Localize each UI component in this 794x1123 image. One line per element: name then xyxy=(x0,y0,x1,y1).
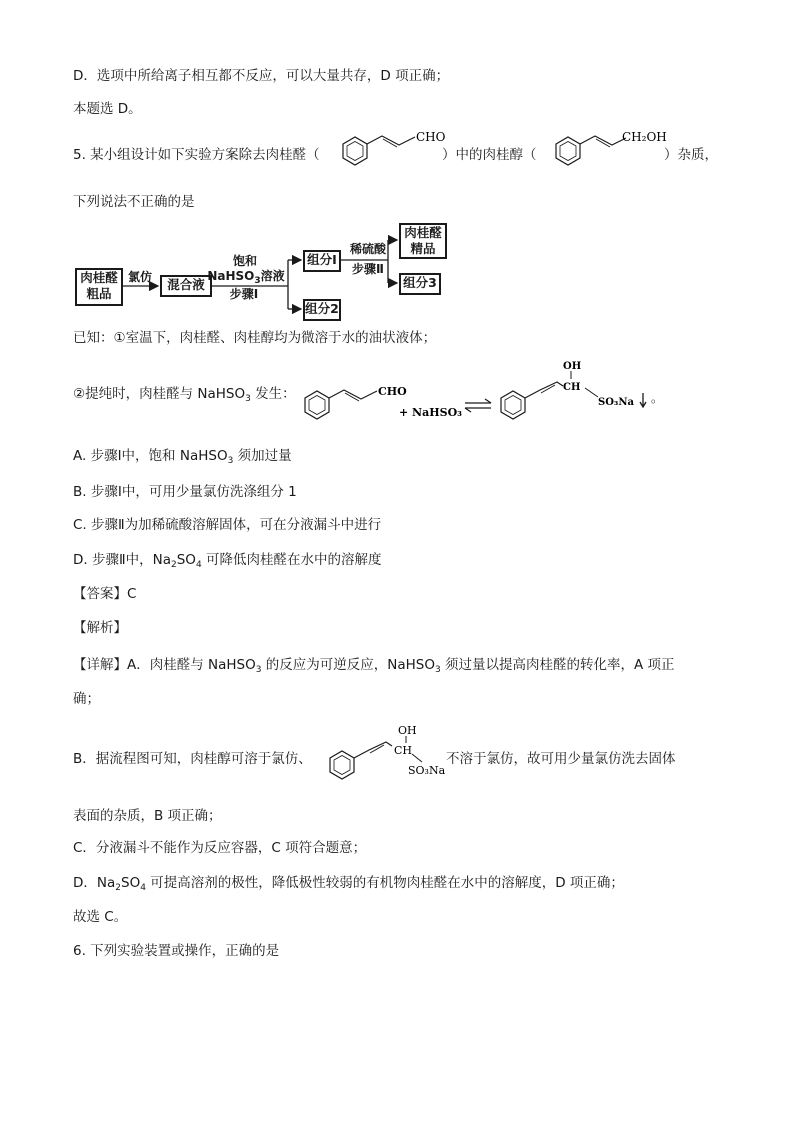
prev-answer: 本题选 D。 xyxy=(73,101,142,117)
reaction-oh-label: OH xyxy=(563,361,582,372)
question-5-mid: ）中的肉桂醇（ xyxy=(442,147,537,163)
detail-a-line2: 确； xyxy=(73,691,100,707)
sulfonate-adduct-structure xyxy=(322,718,446,788)
question-5-suffix: ）杂质， xyxy=(664,147,718,163)
known-2: ②提纯时，肉桂醛与 NaHSO$_3$ 发生： xyxy=(73,386,296,404)
option-d: D. 步骤Ⅱ中，$Na_2SO_4$ 可降低肉桂醛在水中的溶解度 xyxy=(73,552,382,570)
cho-label: CHO xyxy=(416,130,446,144)
detail-a-line1: 【详解】A．肉桂醛与 NaHSO$_3$ 的反应为可逆反应，NaHSO$_3$ 须过量以提高肉桂醛的转化率，A 项正 xyxy=(73,657,675,675)
option-c: C. 步骤Ⅱ为加稀硫酸溶解固体，可在分液漏斗中进行 xyxy=(73,517,382,533)
component-2-box: 组分2 xyxy=(303,299,341,321)
step-2-label: 步骤Ⅱ xyxy=(352,262,384,276)
question-5-line1: 5. 某小组设计如下实验方案除去肉桂醛（ xyxy=(73,147,320,163)
analysis-heading: 【解析】 xyxy=(73,620,127,636)
detail-b-line2: 表面的杂质，B 项正确； xyxy=(73,808,222,824)
reagent-1-label: 饱和 xyxy=(232,254,257,268)
flow-arrows xyxy=(0,0,794,340)
component-3-box: 组分3 xyxy=(399,273,441,295)
answer-line: 【答案】C xyxy=(73,586,137,602)
pure-product-box: 肉桂醛精品 xyxy=(399,223,447,259)
detail-oh-label: OH xyxy=(398,724,417,737)
option-a: A. 步骤Ⅰ中，饱和 NaHSO$_3$ 须加过量 xyxy=(73,448,292,466)
question-5-line2: 下列说法不正确的是 xyxy=(73,194,195,210)
reaction-so3na-label: SO₃Na xyxy=(598,397,634,408)
step-1-label: 步骤Ⅰ xyxy=(229,287,259,301)
mixture-box: 混合液 xyxy=(160,275,212,297)
component-1-box: 组分Ⅰ xyxy=(303,250,341,272)
detail-so3na-label: SO₃Na xyxy=(408,764,446,777)
acid-label: 稀硫酸 xyxy=(349,242,386,256)
final-choice: 故选 C。 xyxy=(73,909,128,925)
reagent-2-label: NaHSO$_3$溶液 xyxy=(207,269,285,286)
known-1: 已知：①室温下，肉桂醛、肉桂醇均为微溶于水的油状液体； xyxy=(73,330,437,346)
option-b: B. 步骤Ⅰ中，可用少量氯仿洗涤组分 1 xyxy=(73,484,297,500)
crude-box: 肉桂醛粗品 xyxy=(75,268,123,306)
reaction-period: 。 xyxy=(651,391,664,405)
chloroform-label: 氯仿 xyxy=(127,270,152,284)
detail-b-line1-cont: 不溶于氯仿，故可用少量氯仿洗去固体 xyxy=(446,751,676,767)
ch2oh-label: CH₂OH xyxy=(622,130,667,144)
detail-b-line1: B．据流程图可知，肉桂醇可溶于氯仿、 xyxy=(73,751,312,767)
reaction-reagent-label: + NaHSO₃ xyxy=(399,406,462,419)
detail-ch-label: CH xyxy=(394,744,413,757)
reaction-equation xyxy=(295,360,665,430)
reaction-cho-label: CHO xyxy=(378,385,407,398)
reaction-ch-label: CH xyxy=(563,382,581,393)
detail-d: D．$Na_2SO_4$ 可提高溶剂的极性，降低极性较弱的有机物肉桂醛在水中的溶解度，D 项正确； xyxy=(73,875,624,893)
question-6: 6. 下列实验装置或操作，正确的是 xyxy=(73,943,280,959)
detail-c: C．分液漏斗不能作为反应容器，C 项符合题意； xyxy=(73,840,367,856)
prev-option-d: D．选项中所给离子相互都不反应，可以大量共存，D 项正确； xyxy=(73,68,450,84)
